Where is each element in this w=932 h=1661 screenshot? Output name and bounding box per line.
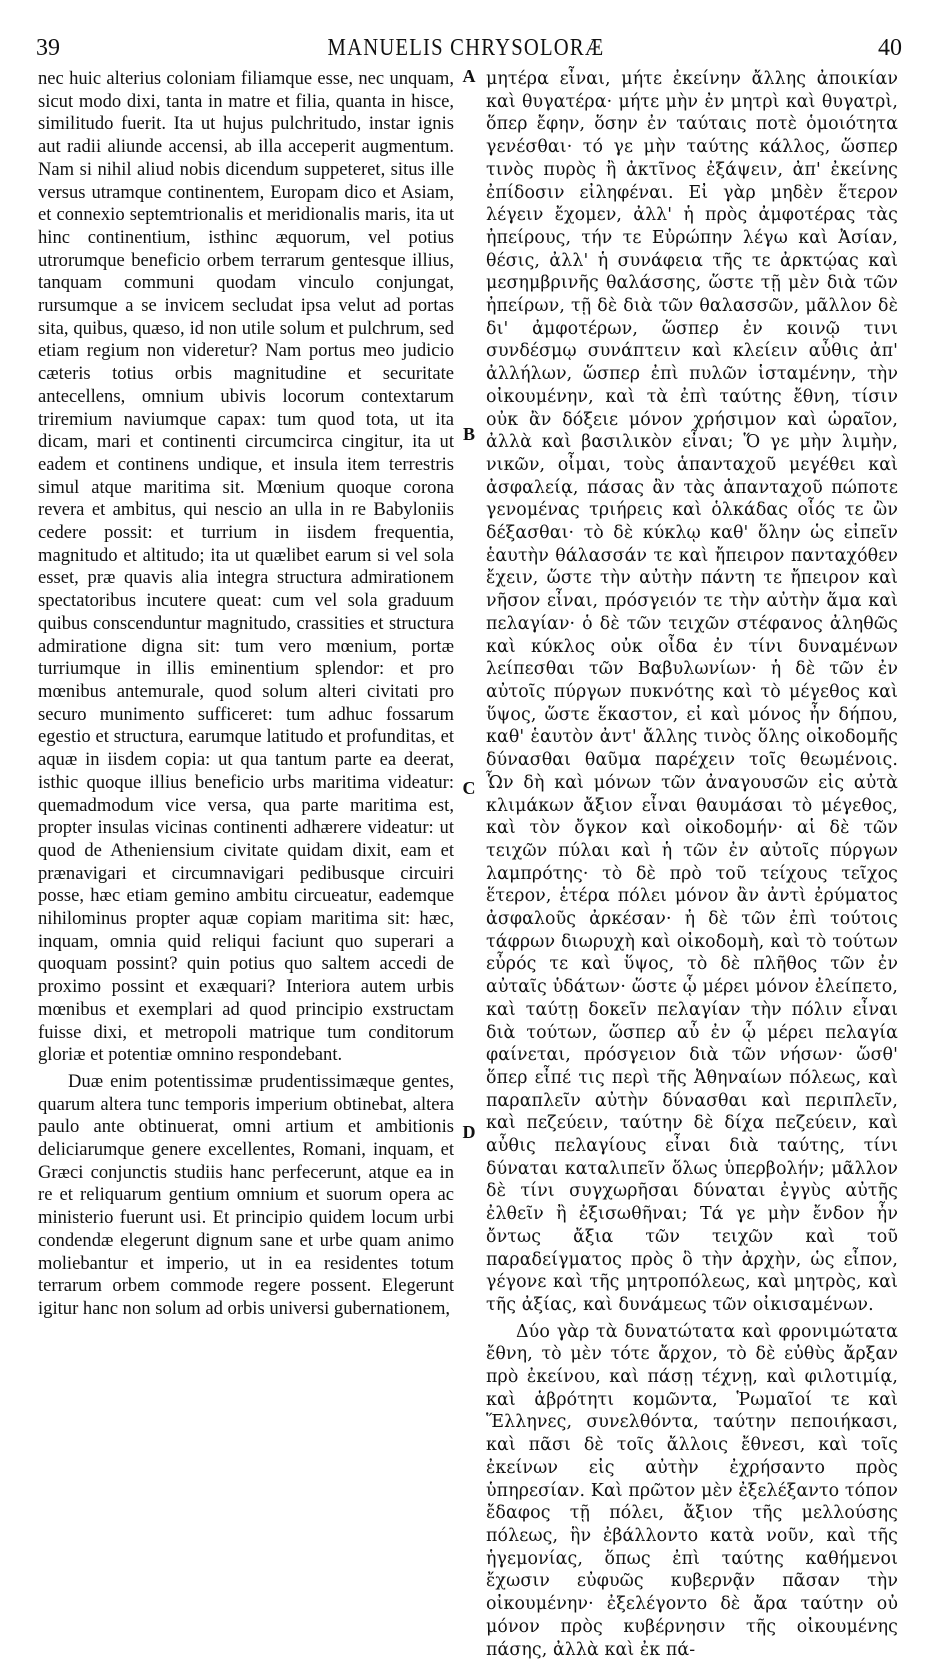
latin-paragraph-1: nec huic alterius coloniam filiamque esse, nec unquam, sicut modo dixi, tanta in matre et filia, quanta in hisce, similitudo fuerit. Ita ut hujus pulchritudo, instar ignis aut radii aliunde accensi, ab illa acceperit augmentum. Nam si nihil aliud nobis dicendum suppeteret, situs ille versus utramque continentem, Europam dico et Asiam, et connexio septemtrionalis et meridionalis maris, ita ut hinc continentium, isthinc æquorum, vel potius utrorumque beneficio orbem terrarum gentesque illius, tanquam communi quodam vinculo conjungat, rursumque a se invicem secludat ipsa velut ad portas sita, quibus, quæso, id non utile solum et pulchrum, sed etiam regium non videretur? Nam portus meo judicio cæteris totius orbis magnitudine et securitate antecellens, omnium ubivis locorum contextarum triremium naviumque capax: tum quod tota, ut ita dicam, mari et continenti circumcirca cingitur, ita ut eadem et continens undique, et insula item terrestris simul atque maritima sit. Mœnium quoque corona revera et ambitus, qui nescio an ulla in re Babyloniis cedere possit: et turrium in iisdem frequentia, magnitudo et altitudo; ita ut quælibet earum si vel sola esset, præ quavis alia integra structura admirationem spectatoribus incutere queat: cum vel sola graduum quibus conscenduntur magnitudo, crassities et structura admiratione digna sit: tum vero mœnium, portæ turriumque in illis eminentium splendor: et pro mœnibus antemurale, quod solum alteri civitati pro securo munimento sufficeret: tum adhuc fossarum egestio et structura, earumque latitudo et profunditas, et aquæ in iisdem copia: ut qua tantum parte ea deerat, isthic quoque illius beneficio urbs maritima videatur: quemadmodum vice versa, qua parte maritima est, propter insulas vicinas continenti adhærere videatur: ut quod de Atheniensium civitate quidam dixit, eam et prænavigari et circumnavigari pedibusque circuiri posse, hæc etiam gemino ambitu circueatur, eademque nihilominus propter aquæ copiam maritima sit: hæc, inquam, omnia quid reliqui faciunt quo superari a quoquam possint? quin potius quo saltem accedi de proximo possint et exæquari? Interiora autem urbis mœnibus et exemplari ad quod principio exstructam fuisse dixi, et metropoli matrique tum conditorum gloriæ et potentiæ omnino respondebant. <box>38 68 454 1066</box>
running-title: MANUELIS CHRYSOLORÆ <box>327 35 605 61</box>
section-marker-c: C <box>462 778 476 798</box>
page-number-left: 39 <box>36 35 60 61</box>
latin-paragraph-2: Duæ enim potentissimæ prudentissimæque gentes, quarum altera tunc temporis imperium obtinebat, altera paulo ante obtinuerat, omni artium et ambitionis deliciarumque genere excellentes, Romani, inquam, et Græci conjunctis studiis hanc perfecerunt, atque ea in re et reliquarum gentium omnium et suorum opera ac ministerio fuerunt usi. Et principio quidem locum urbi condendæ elegerunt dignum sane et urbe quam animo moliebantur et imperio, ut in ea residentes totum terrarum orbem commode regere possent. Elegerunt igitur hanc non solum ad orbis universi gubernationem, <box>38 1070 454 1319</box>
greek-paragraph-1: μητέρα εἶναι, μήτε ἐκείνην ἄλλης ἀποικίαν καὶ θυγατέρα· μήτε μὴν ἐν μητρὶ καὶ θυγατρὶ, ὅπερ ἔφην, ὅσην ἐν ταύταις ποτὲ ὁμοιότητα γενέσθαι· τό γε μὴν ταύτης κάλλος, ὥσπερ τινὸς πυρὸς ἢ ἀκτῖνος ἐξάψειν, ἀπ' ἐκείνης ἐπίδοσιν εἰληφέναι. Εἰ γὰρ μηδὲν ἕτερον λέγειν ἔχομεν, ἀλλ' ἡ πρὸς ἀμφοτέρας τὰς ἠπείρους, τήν τε Εὐρώπην λέγω καὶ Ἀσίαν, θέσις, ἀλλ' ἡ συνάφεια τῆς τε ἀρκτῴας καὶ μεσημβρινῆς θαλάσσης, ὥστε τῇ μὲν διὰ τῶν ἠπείρων, τῇ δὲ διὰ τῶν θαλασσῶν, μᾶλλον δὲ δι' ἀμφοτέρων, ὥσπερ ἐν κοινῷ τινι συνδέσμῳ συνάπτειν καὶ κλείειν αὖθις ἀπ' ἀλλήλων, ὥσπερ ἐπὶ πυλῶν ἱσταμένην, τὴν οἰκουμένην, καὶ τὰ ἐπὶ ταύτης ἔθνη, τίσιν οὐκ ἂν δόξειε μόνον χρήσιμον καὶ ὡραῖον, ἀλλὰ καὶ βασιλικὸν εἶναι; Ὅ γε μὴν λιμὴν, νικῶν, οἶμαι, τοὺς ἁπανταχοῦ μεγέθει καὶ ἀσφαλείᾳ, πάσας ἂν τὰς ἁπανταχοῦ πώποτε γενομένας τριήρεις καὶ ὁλκάδας οἷός τε ὢν δέξασθαι· τὸ δὲ κύκλῳ καθ' ὅλην ὡς εἰπεῖν ἑαυτὴν θάλασσάν τε καὶ ἤπειρον πανταχόθεν ἔχειν, ὥστε τὴν αὐτὴν πάντη τε ἤπειρον καὶ νῆσον εἶναι, πρόσγειόν τε τὴν αὐτὴν ἅμα καὶ πελαγίαν· ὁ δὲ τῶν τειχῶν στέφανος ἀληθῶς καὶ κύκλος οὐκ οἶδα ἐν τίνι δυναμένων λείπεσθαι τῶν Βαβυλωνίων· ἡ δὲ τῶν ἐν αὐτοῖς πύργων πυκνότης καὶ τὸ μέγεθος καὶ ὕψος, ὥστε ἕκαστον, εἰ καὶ μόνος ἦν δήπου, καθ' ἑαυτὸν ἀντ' ἄλλης τινὸς ὅλης οἰκοδομῆς δύνασθαι θαῦμα παρέχειν τοῖς θεωμένοις. Ὧν δὴ καὶ μόνων τῶν ἀναγουσῶν εἰς αὐτὰ κλιμάκων ἄξιον εἶναι θαυμάσαι τὸ μέγεθος, καὶ τὸν ὄγκον καὶ οἰκοδομήν· αἱ δὲ τῶν τειχῶν πύλαι καὶ ἡ τῶν ἐν αὐτοῖς πύργων λαμπρότης· τὸ δὲ πρὸ τοῦ τείχους τεῖχος ἕτερον, ἑτέρα πόλει μόνον ἂν ἀντὶ ἐρύματος ἀσφαλοῦς ἀρκέσαν· ἡ δὲ τῶν ἐπὶ τούτοις τάφρων διωρυχὴ καὶ οἰκοδομὴ, καὶ τὸ τούτων εὖρός τε καὶ ὕψος, τὸ δὲ πλῆθος τῶν ἐν αὐταῖς ὑδάτων· ὥστε ᾧ μέρει μόνον ἐλείπετο, καὶ ταύτῃ δοκεῖν πελαγίαν τὴν πόλιν εἶναι διὰ τούτων, ὥσπερ αὖ ἐν ᾧ μέρει πελαγία φαίνεται, πρόσγειον διὰ τῶν νήσων· ὥσθ' ὅπερ εἶπέ τις περὶ τῆς Ἀθηναίων πόλεως, καὶ παραπλεῖν αὐτὴν δύνασθαι καὶ περιπλεῖν, καὶ πεζεύειν, ταύτην δὲ δίχα πεζεύειν, καὶ αὖθις πελαγίους εἶναι διὰ ταύτης, τίνι δύναται καταλιπεῖν ὅλως ὑπερβολήν; μᾶλλον δὲ τίνι συγχωρῆσαι δύναται ἐγγὺς αὐτῆς ἐλθεῖν ἢ ἐξισωθῆναι; Τά γε μὴν ἔνδον ἦν ὄντως ἄξια τῶν τειχῶν καὶ τοῦ παραδείγματος πρὸς ὃ τὴν ἀρχὴν, ὡς εἶπον, γέγονε καὶ τῆς μητροπόλεως, καὶ μητρὸς, καὶ τῆς ἀξίας, καὶ δυνάμεως τῶν οἰκισαμένων. <box>486 69 898 1315</box>
section-marker-a: A <box>462 66 476 86</box>
section-marker-d: D <box>462 1122 476 1142</box>
latin-column <box>38 68 454 1321</box>
greek-column <box>486 68 898 1661</box>
running-header <box>30 30 902 66</box>
greek-paragraph-2: Δύο γὰρ τὰ δυνατώτατα καὶ φρονιμώτατα ἔθνη, τὸ μὲν τότε ἄρχον, τὸ δὲ εὐθὺς ἄρξαν πρὸ ἐκείνου, καὶ πάσῃ τέχνῃ, καὶ φιλοτιμίᾳ, καὶ ἁβρότητι κομῶντα, Ῥωμαῖοί τε καὶ Ἕλληνες, συνελθόντα, ταύτην πεποιήκασι, καὶ πᾶσι δὲ τοῖς ἄλλοις ἔθνεσι, καὶ τοῖς ἐκείνων εἰς αὐτὴν ἐχρήσαντο πρὸς ὑπηρεσίαν. Καὶ πρῶτον μὲν ἐξελέξαντο τόπον ἔδαφος τῇ πόλει, ἄξιον τῆς μελλούσης πόλεως, ἣν ἐβάλλοντο κατὰ νοῦν, καὶ τῆς ἡγεμονίας, ὅπως ἐπὶ ταύτης καθήμενοι ἔχωσιν εὐφυῶς κυβερνᾷν πᾶσαν τὴν οἰκουμένην· ἐξελέγοντο δὲ ἄρα ταύτην οὐ μόνον πρὸς κυβέρνησιν τῆς οἰκουμένης πάσης, ἀλλὰ καὶ ἐκ πά- <box>486 1321 898 1660</box>
page-number-right: 40 <box>878 35 902 61</box>
section-marker-b: B <box>462 424 475 444</box>
